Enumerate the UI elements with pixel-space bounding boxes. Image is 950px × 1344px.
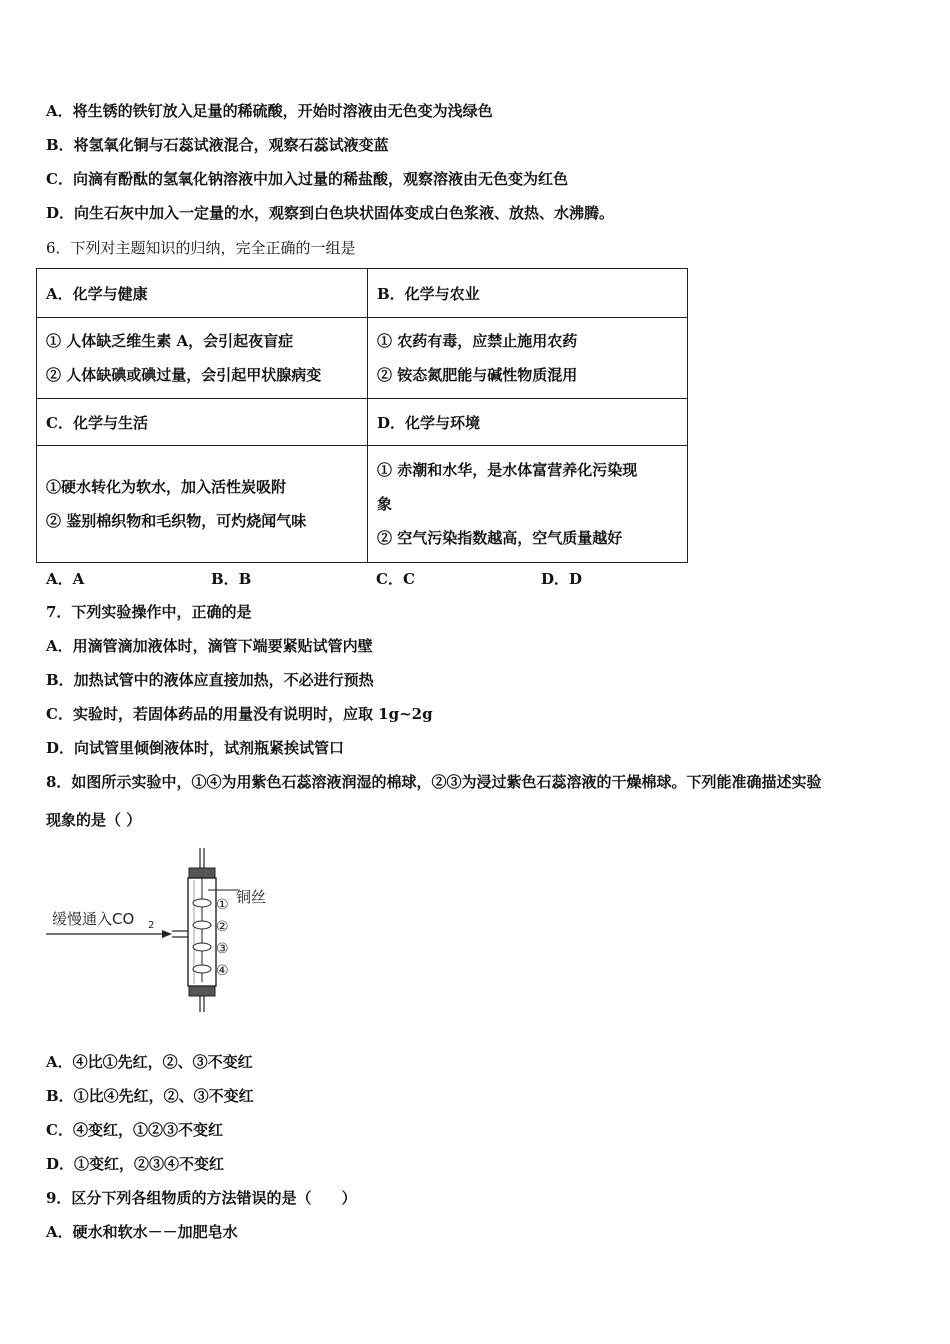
q8-marker-2: ②: [216, 919, 229, 935]
q8-marker-3: ③: [216, 941, 229, 957]
q8-cotton-ball-1: [193, 899, 211, 907]
q6-cell-a-head: A．化学与健康: [37, 269, 368, 318]
q9-option-a: A．硬水和软水－－加肥皂水: [46, 1223, 238, 1241]
q8-stem-line2: 现象的是（ ）: [46, 811, 142, 829]
q8-cotton-ball-4: [193, 965, 211, 973]
q8-cotton-ball-3: [193, 943, 211, 951]
q6-c-item-1: ①硬水转化为软水，加入活性炭吸附: [46, 478, 287, 496]
q7-option-d: D．向试管里倾倒液体时，试剂瓶紧挨试管口: [46, 739, 345, 757]
q5-option-a: A．将生锈的铁钉放入足量的稀硫酸，开始时溶液由无色变为浅绿色: [46, 102, 493, 120]
q8-top-stopper: [189, 868, 215, 878]
q6-cell-a-items: [37, 318, 368, 399]
q8-inlet-subscript: 2: [148, 920, 155, 931]
q6-option-c: C．C: [376, 570, 415, 588]
q5-option-c: C．向滴有酚酞的氢氧化钠溶液中加入过量的稀盐酸，观察溶液由无色变为红色: [46, 170, 568, 188]
q6-d-item-2: 象: [377, 495, 393, 513]
q6-cell-b-head: B．化学与农业: [368, 269, 688, 318]
q8-marker-4: ④: [216, 963, 229, 979]
q6-a-item-2: ② 人体缺碘或碘过量，会引起甲状腺病变: [46, 366, 322, 384]
q6-d-item-3: ② 空气污染指数越高，空气质量越好: [377, 529, 623, 547]
q6-b-item-2: ② 铵态氮肥能与碱性物质混用: [377, 366, 578, 384]
q6-option-d: D．D: [541, 570, 583, 588]
q8-stem-line1: 8．如图所示实验中，①④为用紫色石蕊溶液润湿的棉球，②③为浸过紫色石蕊溶液的干燥棉球。下列能准确描述实验: [46, 773, 822, 791]
q7-option-a: A．用滴管滴加液体时，滴管下端要紧贴试管内壁: [46, 637, 373, 655]
q6-cell-d-items: [368, 446, 688, 563]
q8-option-b: B．①比④先红，②、③不变红: [46, 1087, 254, 1105]
q8-option-d: D．①变红，②③④不变红: [46, 1155, 225, 1173]
q8-inlet-label: 缓慢通入CO: [52, 910, 135, 928]
q6-option-a: A．A: [46, 570, 85, 588]
q7-option-b: B．加热试管中的液体应直接加热，不必进行预热: [46, 671, 374, 689]
q8-cotton-ball-2: [193, 921, 211, 929]
q6-cell-c-items: [37, 446, 368, 563]
q8-apparatus-figure: [44, 846, 284, 1014]
q6-cell-b-items: [368, 318, 688, 399]
q6-table: [36, 268, 688, 563]
q8-option-a: A．④比①先红，②、③不变红: [46, 1053, 253, 1071]
q7-stem: 7．下列实验操作中，正确的是: [46, 603, 252, 621]
q8-wire-label: 铜丝: [236, 888, 267, 906]
q6-cell-d-head: D．化学与环境: [368, 399, 688, 446]
q5-option-d: D．向生石灰中加入一定量的水，观察到白色块状固体变成白色浆液、放热、水沸腾。: [46, 204, 615, 222]
q6-a-item-1: ① 人体缺乏维生素 A，会引起夜盲症: [46, 332, 294, 350]
q6-b-item-1: ① 农药有毒，应禁止施用农药: [377, 332, 578, 350]
q8-option-c: C．④变红，①②③不变红: [46, 1121, 223, 1139]
q6-stem: 6．下列对主题知识的归纳，完全正确的一组是: [46, 239, 356, 257]
q8-marker-1: ①: [216, 897, 229, 913]
q6-option-b: B．B: [211, 570, 252, 588]
q5-option-b: B．将氢氧化铜与石蕊试液混合，观察石蕊试液变蓝: [46, 136, 389, 154]
q6-cell-c-head: C．化学与生活: [37, 399, 368, 446]
q7-option-c: C．实验时，若固体药品的用量没有说明时，应取 1g~2g: [46, 705, 433, 723]
q6-c-item-2: ② 鉴别棉织物和毛织物，可灼烧闻气味: [46, 512, 307, 530]
q8-inlet-arrow-head: [162, 930, 172, 938]
q6-d-item-1: ① 赤潮和水华，是水体富营养化污染现: [377, 461, 638, 479]
q9-stem: 9．区分下列各组物质的方法错误的是（ ）: [46, 1189, 357, 1207]
q8-bottom-stopper: [189, 986, 215, 996]
